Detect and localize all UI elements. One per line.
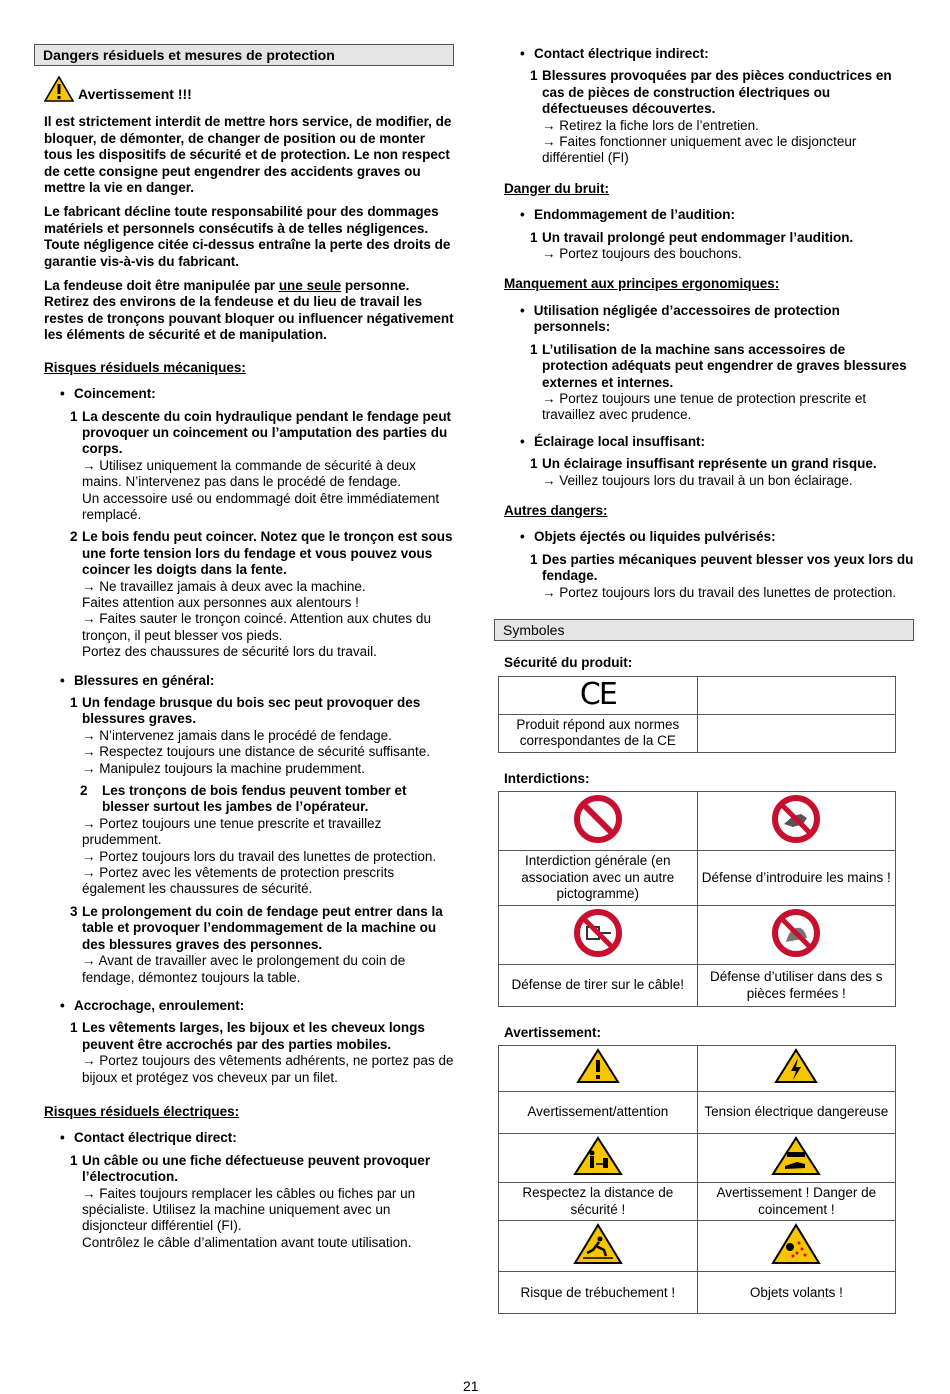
item-e2-details — [542, 473, 914, 489]
item-b1-details — [82, 728, 454, 777]
no-hands-icon — [771, 794, 821, 844]
ce-cell — [499, 676, 698, 714]
bullet-label: Blessures en général: — [74, 672, 215, 688]
int1-label: Interdiction générale (en association avec un autre pictogramme) — [499, 851, 698, 905]
bullet-audition: • Endommagement de l’audition: — [520, 207, 736, 223]
heading-mech: Risques résiduels mécaniques: — [44, 359, 246, 375]
detail-line: Un accessoire usé ou endommagé doit être immédiatement remplacé. — [82, 490, 440, 522]
warning-cell — [697, 1133, 895, 1182]
detail-line: → Veillez toujours lors du travail à un bon éclairage. — [542, 472, 853, 488]
bullet-ergo-2: • Éclairage local insuffisant: — [520, 433, 706, 449]
detail-line: Faites attention aux personnes aux alentours ! — [82, 594, 359, 610]
bullet-blessures: • Blessures en général: — [60, 672, 215, 688]
item-o1-details — [542, 585, 914, 601]
item-title: L’utilisation de la machine sans accessoires de protection adéquats peut engendrer de graves blessures externes et internes. — [542, 341, 907, 390]
bullet-label: Contact électrique indirect: — [534, 46, 709, 61]
table-interdictions — [498, 791, 896, 1007]
w4-label: Avertissement ! Danger de coincement ! — [697, 1183, 895, 1221]
int4-label: Défense d’utiliser dans des s pièces fermées ! — [697, 965, 895, 1007]
bullet-coincement: • Coincement: — [60, 386, 156, 402]
item-b1: 1 Un fendage brusque du bois sec peut provoquer des blessures graves. — [70, 695, 454, 728]
warning-cell — [499, 1133, 698, 1182]
detail-line: → Retirez la fiche lors de l’entretien. — [542, 117, 759, 133]
paragraph-warranty: Toute négligence citée ci-dessus entraîne la perte des droits de garantie vis-à-vis du fabricant. — [44, 237, 451, 269]
item-d1: 1 Un câble ou une fiche défectueuse peuvent provoquer l’électrocution. — [70, 1153, 454, 1186]
int2-label: Défense d’introduire les mains ! — [697, 851, 895, 905]
symbols-title-text: Symboles — [503, 621, 565, 638]
text-underlined: une seule — [278, 278, 342, 294]
prohibition-cell — [499, 905, 698, 964]
ce-label: Produit répond aux normes correspondantes de la CE — [499, 714, 698, 752]
prohibition-cell — [697, 905, 895, 964]
item-c1-details — [82, 458, 454, 524]
bullet-label: Coincement: — [74, 386, 156, 402]
warning-cell — [499, 1221, 698, 1272]
paragraph-single-operator — [34, 278, 454, 344]
item-d1-details — [82, 1186, 454, 1252]
warning-attention-icon — [576, 1048, 620, 1084]
detail-line: → Utilisez uniquement la commande de sécurité à deux mains. N’intervenez pas dans le procédé de fendage. — [82, 457, 416, 490]
item-title: Le prolongement du coin de fendage peut entrer dans la table et provoquer l’endommagement de la machine ou des blessures graves des personnes. — [82, 903, 443, 952]
w2-label: Tension électrique dangereuse — [697, 1091, 895, 1133]
paragraph-safety-devices: Il est strictement interdit de mettre hors service, de modifier, de bloquer, de démonter, de changer de position ou de monter tous les dispositifs de sécurité et de protection. Le non respect de cette consigne peut engendrer des accidents graves ou mettre la vie en danger. — [44, 114, 452, 196]
right-column — [494, 44, 914, 1314]
detail-line: → Portez toujours lors du travail des lunettes de protection. — [542, 584, 897, 600]
item-a1-details — [82, 1053, 454, 1086]
item-title: Les vêtements larges, les bijoux et les cheveux longs peuvent être accrochés par des parties mobiles. — [82, 1020, 425, 1052]
prohibition-cell — [697, 792, 895, 851]
item-c2: 2 Le bois fendu peut coincer. Notez que le tronçon est sous une forte tension lors du fendage et vous pouvez vous coincer les doigts dans la fente. — [70, 529, 453, 578]
detail-line: → Portez toujours une tenue prescrite et travaillez prudemment. — [82, 815, 382, 848]
item-title: Blessures provoquées par des pièces conductrices en cas de pièces de construction électriques ou défectueuses découvertes. — [542, 68, 892, 117]
detail-line: → Portez toujours des bouchons. — [542, 246, 742, 262]
text: La fendeuse doit être manipulée par — [44, 278, 279, 294]
item-e1: 1 L’utilisation de la machine sans accessoires de protection adéquats peut engendrer de graves blessures externes et internes. — [530, 342, 914, 391]
int3-label: Défense de tirer sur le câble! — [499, 965, 698, 1007]
heading-bruit: Danger du bruit: — [504, 180, 609, 196]
bullet-contact-direct: • Contact électrique direct: — [60, 1130, 237, 1146]
detail-line: → Manipulez toujours la machine prudemment. — [82, 760, 365, 776]
detail-line: → Faites toujours remplacer les câbles ou fiches par un spécialiste. Utilisez la machine uniquement avec un disjoncteur différentiel (FI). — [82, 1185, 416, 1234]
bullet-autres: • Objets éjectés ou liquides pulvérisés: — [520, 529, 776, 545]
empty-cell — [697, 676, 895, 714]
w3-label: Respectez la distance de sécurité ! — [499, 1183, 698, 1221]
item-e2: 1 Un éclairage insuffisant représente un grand risque. — [530, 456, 877, 472]
bullet-label: Contact électrique direct: — [74, 1130, 237, 1146]
bullet-accrochage: • Accrochage, enroulement: — [60, 997, 245, 1013]
no-pull-cable-icon — [573, 908, 623, 958]
item-b2: 2 Les tronçons de bois fendus peuvent tomber et blesser surtout les jambes de l’opérateur. — [70, 783, 454, 816]
item-b2-details — [82, 816, 454, 898]
prohibition-cell — [499, 792, 698, 851]
item-i1: 1 Blessures provoquées par des pièces conductrices en cas de pièces de construction électriques ou défectueuses découvertes. — [530, 68, 914, 117]
left-column — [34, 44, 454, 1257]
crushing-hazard-icon — [771, 1136, 821, 1176]
w5-label: Risque de trébuchement ! — [499, 1272, 698, 1314]
text: personne. Retirez des environs de la fendeuse et du lieu de travail les restes de tronçons pouvant bloquer ou influencer négativement les éléments de sécurité et de manipulation. — [44, 278, 454, 343]
w6-label: Objets volants ! — [697, 1272, 895, 1314]
item-c1: 1 La descente du coin hydraulique pendant le fendage peut provoquer un coincement ou l’amputation des parties du corps. — [70, 409, 454, 458]
symbols-title — [494, 619, 914, 641]
heading-autres: Autres dangers: — [504, 502, 608, 518]
detail-line: → Portez toujours des vêtements adhérents, ne portez pas de bijoux et protégez vos cheveux par un filet. — [82, 1053, 454, 1085]
item-title: Le bois fendu peut coincer. Notez que le tronçon est sous une forte tension lors du fendage et vous pouvez vous coincer les doigts dans la fente. — [82, 529, 453, 578]
bullet-label: Accrochage, enroulement: — [74, 997, 245, 1013]
page-number: 21 — [463, 1378, 479, 1394]
empty-cell — [697, 714, 895, 752]
item-i1-details — [542, 118, 914, 167]
heading-securite: Sécurité du produit: — [504, 655, 633, 671]
detail-line: → Faites fonctionner uniquement avec le disjoncteur différentiel (FI) — [542, 134, 857, 166]
item-title: Des parties mécaniques peuvent blesser vos yeux lors du fendage. — [542, 551, 914, 584]
item-a1: 1 Les vêtements larges, les bijoux et les cheveux longs peuvent être accrochés par des parties mobiles. — [70, 1020, 454, 1053]
item-b3-details — [82, 953, 454, 986]
tripping-hazard-icon — [573, 1223, 623, 1265]
bullet-label: Éclairage local insuffisant: — [534, 433, 706, 449]
item-title: Un éclairage insuffisant représente un grand risque. — [542, 456, 877, 472]
heading-elec: Risques résiduels électriques: — [44, 1103, 240, 1119]
warning-cell — [697, 1046, 895, 1091]
section-title: Dangers résiduels et mesures de protection — [34, 44, 454, 66]
bullet-contact-indirect: • Contact électrique indirect: — [520, 46, 709, 61]
detail-line: → Portez avec les vêtements de protection prescrits également les chaussures de sécurité. — [82, 865, 395, 897]
detail-line: → Respectez toujours une distance de sécurité suffisante. — [82, 744, 430, 760]
item-title: Les tronçons de bois fendus peuvent tomber et blesser surtout les jambes de l’opérateur. — [102, 783, 407, 815]
warning-label: Avertissement !!! — [78, 86, 192, 102]
heading-avertissement: Avertissement: — [504, 1025, 602, 1041]
item-e1-details — [542, 391, 914, 424]
flying-objects-icon — [771, 1223, 821, 1265]
detail-line: Contrôlez le câble d’alimentation avant toute utilisation. — [82, 1234, 412, 1250]
detail-line: → N’intervenez jamais dans le procédé de fendage. — [82, 727, 392, 743]
item-o1: 1 Des parties mécaniques peuvent blesser vos yeux lors du fendage. — [530, 551, 914, 584]
table-securite — [498, 676, 896, 753]
bullet-ergo-1: • Utilisation négligée d’accessoires de protection personnels: — [520, 303, 914, 336]
item-n1-details — [542, 246, 914, 262]
warning-cell — [697, 1221, 895, 1272]
electric-voltage-icon — [774, 1048, 818, 1084]
ce-mark-icon: CE — [579, 677, 616, 713]
detail-line: → Avant de travailler avec le prolongement du coin de fendage, démontez toujours la table. — [82, 953, 406, 985]
bullet-label: Utilisation négligée d’accessoires de protection personnels: — [533, 302, 840, 335]
safety-distance-icon — [573, 1136, 623, 1176]
table-avertissement — [498, 1045, 896, 1314]
detail-line: Portez des chaussures de sécurité lors du travail. — [82, 644, 377, 660]
warning-row — [34, 76, 454, 102]
heading-interdictions: Interdictions: — [504, 770, 590, 786]
heading-ergo: Manquement aux principes ergonomiques: — [504, 276, 780, 292]
w1-label: Avertissement/attention — [499, 1091, 698, 1133]
detail-line: → Ne travaillez jamais à deux avec la machine. — [82, 578, 366, 594]
warning-triangle-icon — [44, 76, 74, 102]
item-c2-details — [82, 579, 454, 661]
general-prohibition-icon — [573, 794, 623, 844]
item-title: Un travail prolongé peut endommager l’audition. — [542, 229, 854, 245]
item-title: Un câble ou une fiche défectueuse peuvent provoquer l’électrocution. — [82, 1152, 431, 1185]
item-b3: 3 Le prolongement du coin de fendage peut entrer dans la table et provoquer l’endommagement de la machine ou des blessures graves des personnes. — [70, 904, 454, 953]
no-closed-rooms-icon — [771, 908, 821, 958]
detail-line: → Portez toujours une tenue de protection prescrite et travaillez avec prudence. — [542, 390, 867, 423]
bullet-label: Objets éjectés ou liquides pulvérisés: — [534, 529, 776, 545]
item-title: La descente du coin hydraulique pendant le fendage peut provoquer un coincement ou l’amputation des parties du corps. — [82, 408, 452, 457]
paragraph-liability: Le fabricant décline toute responsabilité pour des dommages matériels et personnels consécutifs à de telles négligences. — [44, 204, 439, 236]
warning-cell — [499, 1046, 698, 1091]
bullet-label: Endommagement de l’audition: — [534, 207, 736, 223]
detail-line: → Portez toujours lors du travail des lunettes de protection. — [82, 848, 437, 864]
item-title: Un fendage brusque du bois sec peut provoquer des blessures graves. — [82, 695, 421, 727]
item-n1: 1 Un travail prolongé peut endommager l’audition. — [530, 229, 854, 245]
detail-line: → Faites sauter le tronçon coincé. Attention aux chutes du tronçon, il peut blesser vos pieds. — [82, 611, 431, 643]
